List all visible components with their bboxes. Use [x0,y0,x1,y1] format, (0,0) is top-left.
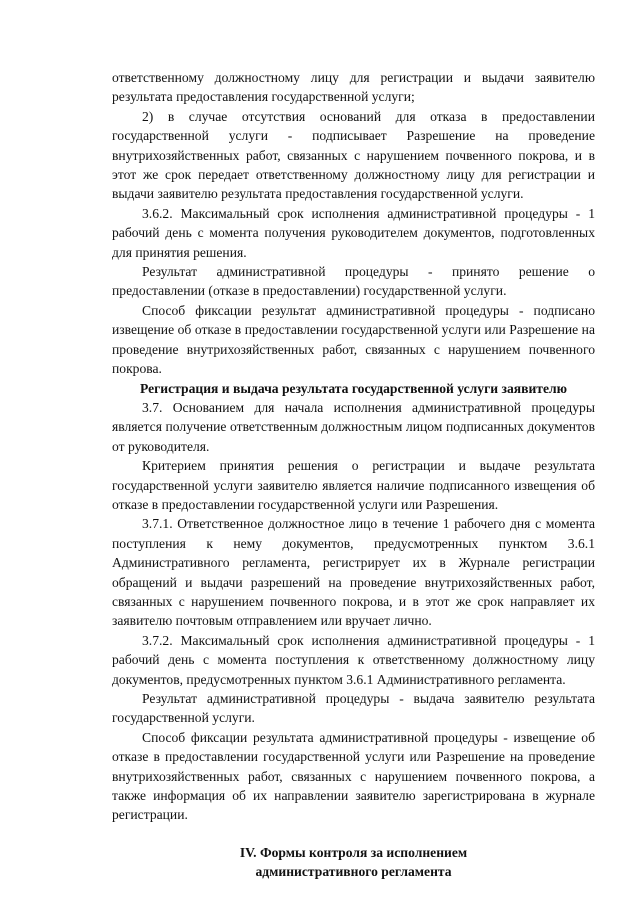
paragraph-3-7-1: 3.7.1. Ответственное должностное лицо в течение 1 рабочего дня с момента поступления к нему документов, предусмотренных пунктом 3.6.1 Административного регламента, регистрирует их в Журнале регистрации обращений и выдачи разрешений на проведение внутрихозяйственных работ, связанных с нарушением почвенного покрова, и в этот же срок направляет их заявителю почтовым отправлением или вручает лично. [112,516,595,629]
section-heading-control-line-2: административного регламента [255,864,452,880]
paragraph-3-7-2: 3.7.2. Максимальный срок исполнения административной процедуры - 1 рабочий день с момента поступления к ответственному должностному лицу документов, предусмотренных пунктом 3.6.1 Административного регламента. [112,632,595,687]
section-heading-registration: Регистрация и выдача результата государственной услуги заявителю [139,380,568,396]
paragraph-result-3-7: Результат административной процедуры - выдача заявителю результата государственной услуги. [112,691,595,726]
document-body [112,68,595,882]
paragraph-result-3-6: Результат административной процедуры - принято решение о предоставлении (отказе в предоставлении) государственной услуги. [112,264,595,299]
paragraph-criterion: Критерием принятия решения о регистрации и выдаче результата государственной услуги заявителю является наличие подписанного извещения об отказе в предоставлении государственной услуги или Разрешения. [112,458,595,512]
section-heading-control [112,843,595,882]
paragraph-fixation-3-7: Способ фиксации результата административной процедуры - извещение об отказе в предоставлении государственной услуги или Разрешение на проведение внутрихозяйственных работ, связанных с нарушением почвенного покрова, а также информация об их направлении заявителю зарегистрирована в журнале регистрации. [112,729,595,823]
section-heading-control-line-1: IV. Формы контроля за исполнением [239,844,468,860]
paragraph-3-7: 3.7. Основанием для начала исполнения административной процедуры является получение ответственным должностным лицом подписанных документов от руководителя. [112,399,595,454]
paragraph-continuation: ответственному должностному лицу для регистрации и выдачи заявителю результата предоставления государственной услуги; [112,70,595,105]
paragraph-item-2: 2) в случае отсутствия оснований для отказа в предоставлении государственной услуги - подписывает Разрешение на проведение внутрихозяйственных работ, связанных с нарушением почвенного покрова, и в этот же срок передает ответственному должностному лицу для регистрации и выдачи заявителю результата предоставления государственной услуги. [112,108,595,202]
paragraph-fixation-3-6: Способ фиксации результат административной процедуры - подписано извещение об отказе в предоставлении государственной услуги или Разрешение на проведение внутрихозяйственных работ, связанных с нарушением почвенного покрова. [112,302,595,377]
paragraph-3-6-2: 3.6.2. Максимальный срок исполнения административной процедуры - 1 рабочий день с момента получения руководителем документов, подготовленных для принятия решения. [112,205,595,260]
